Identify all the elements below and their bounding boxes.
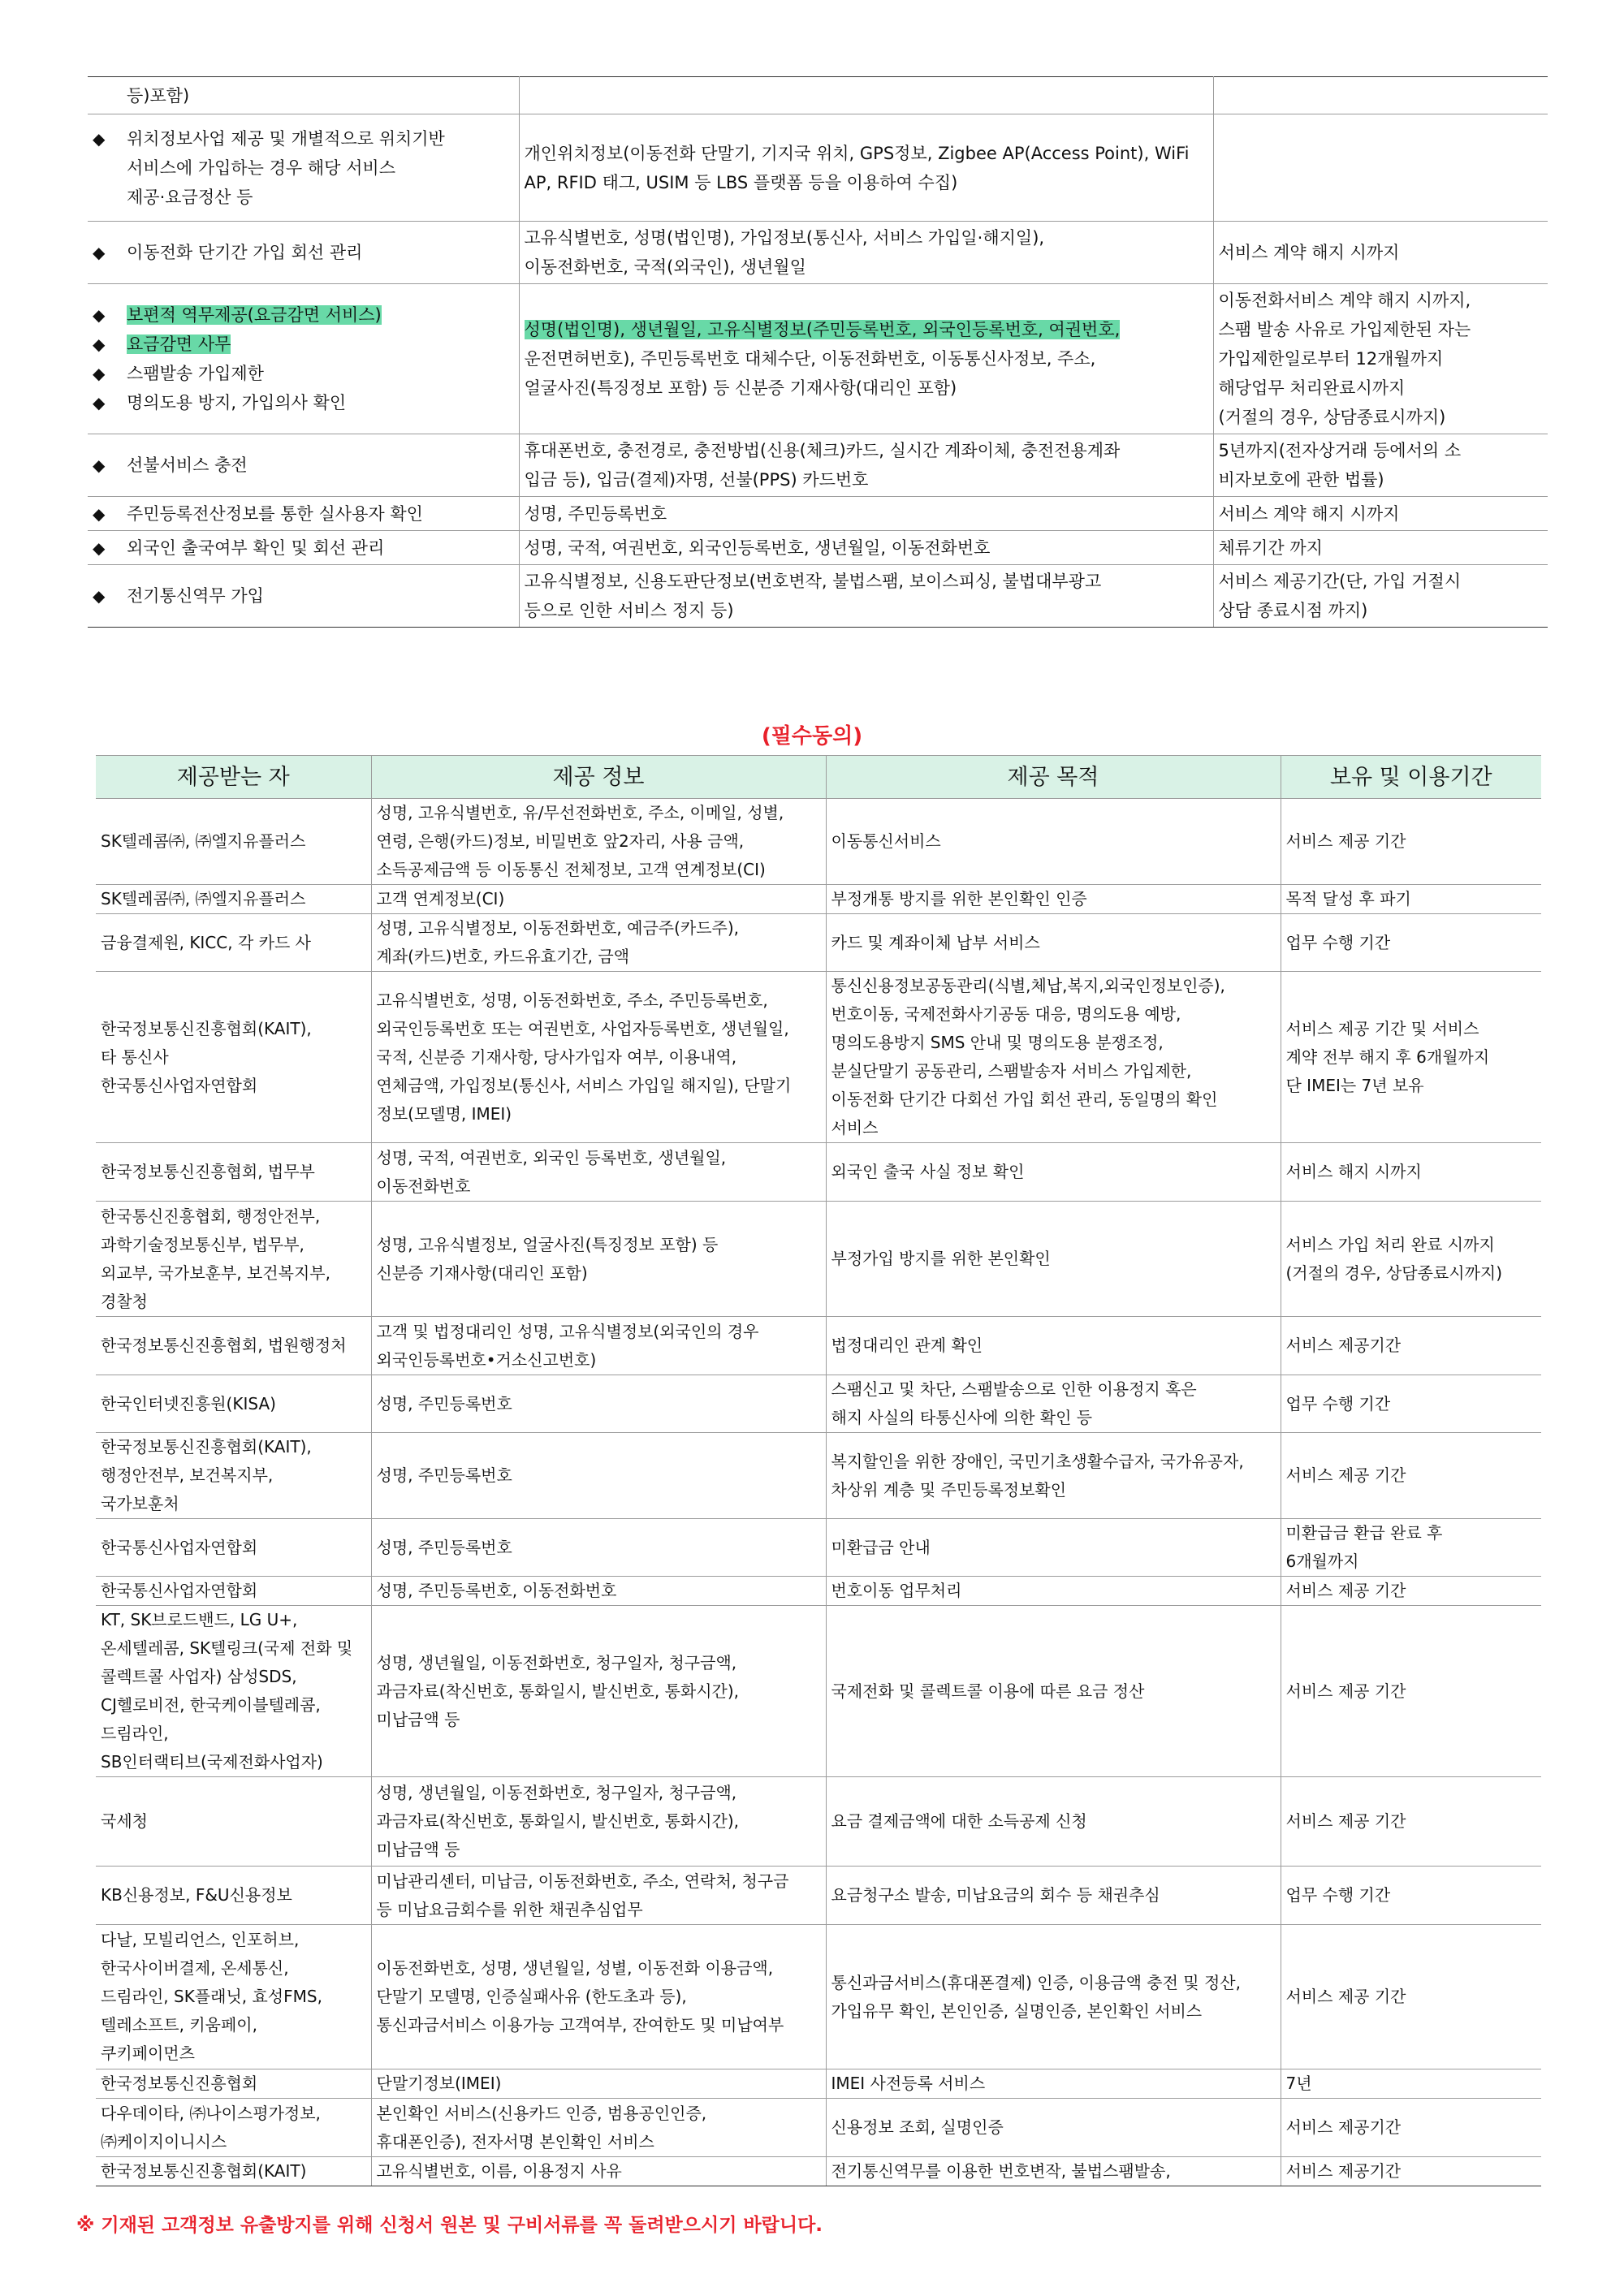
cell-info xyxy=(371,1925,826,2069)
cell-recipient xyxy=(96,885,371,914)
provision-table xyxy=(96,755,1541,2186)
table-row xyxy=(96,914,1541,972)
cell-line: ◆ 주민등록전산정보를 통한 실사용자 확인 xyxy=(93,499,514,529)
cell-line: 해당업무 처리완료시까지 xyxy=(1218,378,1406,398)
cell-line: 콜렉트콜 사업자) 삼성SDS, xyxy=(101,1667,297,1686)
cell-period xyxy=(1281,1143,1541,1202)
cell-line: 서비스 제공 기간 xyxy=(1285,1465,1406,1485)
cell-line: 서비스 제공 기간 xyxy=(1285,1987,1406,2006)
cell-line: 개인위치정보(이동전화 단말기, 기지국 위치, GPS정보, Zigbee AP(Access Point), WiFi xyxy=(524,143,1190,163)
cell-line: 한국정보통신진흥협회(KAIT) xyxy=(101,2161,307,2181)
cell-line: 서비스 제공기간(단, 가입 거절시 xyxy=(1218,572,1462,591)
cell-line: 요금 결제금액에 대한 소득공제 신청 xyxy=(831,1811,1087,1831)
cell-purpose xyxy=(826,2069,1281,2099)
cell-period xyxy=(1213,222,1548,284)
bullet-item xyxy=(93,359,514,388)
cell-recipient xyxy=(96,972,371,1143)
cell-line: 업무 수행 기간 xyxy=(1285,1885,1391,1905)
cell-line: 정보(모델명, IMEI) xyxy=(376,1103,512,1124)
cell-period xyxy=(1213,434,1548,497)
notice-text: ※ 기재된 고객정보 유출방지를 위해 신청서 원본 및 구비서류를 꼭 돌려받으시기 바랍니다. xyxy=(76,2215,823,2236)
cell-line: 업무 수행 기간 xyxy=(1285,1393,1391,1413)
cell-line: 번호이동 업무처리 xyxy=(831,1581,962,1600)
cell-purpose xyxy=(826,885,1281,914)
cell-line: ㈜케이지이니시스 xyxy=(101,2131,227,2151)
bullet-text: 스팸발송 가입제한 xyxy=(127,364,264,383)
cell-line: 성명, 국적, 여권번호, 외국인등록번호, 생년월일, 이동전화번호 xyxy=(524,537,991,558)
cell-items xyxy=(519,434,1213,497)
cell-line: 외국인 출국 사실 정보 확인 xyxy=(831,1162,1025,1181)
cell-line: 한국정보통신진흥협회, 법무부 xyxy=(101,1162,315,1181)
cell-period xyxy=(1281,1577,1541,1606)
table-row xyxy=(88,222,1548,284)
cell-line: 서비스 제공기간 xyxy=(1285,1336,1402,1355)
cell-line: (거절의 경우, 상담종료시까지) xyxy=(1285,1262,1503,1283)
cell-line: 타 통신사 xyxy=(101,1047,169,1067)
cell-line: 5년까지(전자상거래 등에서의 소 xyxy=(1218,441,1462,460)
cell-line: 과금자료(착신번호, 통화일시, 발신번호, 통화시간), xyxy=(376,1811,740,1831)
cell-purpose xyxy=(826,1867,1281,1925)
header-purpose: 제공 목적 xyxy=(826,756,1281,799)
cell-purpose xyxy=(826,2099,1281,2157)
cell-recipient xyxy=(96,1375,371,1433)
cell-info xyxy=(371,799,826,885)
cell-purpose xyxy=(826,1375,1281,1433)
cell-category xyxy=(88,531,519,565)
cell-line: 이동전화번호, 성명, 생년월일, 성별, 이동전화 이용금액, xyxy=(376,1958,774,1978)
cell-line: IMEI 사전등록 서비스 xyxy=(831,2074,986,2093)
table-row xyxy=(88,531,1548,565)
table-row xyxy=(96,2099,1541,2157)
table-row xyxy=(96,2157,1541,2186)
table-row xyxy=(88,434,1548,497)
cell-info xyxy=(371,914,826,972)
cell-period xyxy=(1281,1606,1541,1777)
cell-category xyxy=(88,284,519,434)
cell-line: 서비스 계약 해지 시까지 xyxy=(1218,503,1400,524)
cell-line: 요금청구소 발송, 미납요금의 회수 등 채권추심 xyxy=(831,1885,1160,1905)
cell-line: 행정안전부, 보건복지부, xyxy=(101,1465,274,1485)
cell-items xyxy=(519,77,1213,114)
cell-line: 서비스 제공 기간 xyxy=(1285,831,1406,851)
cell-items xyxy=(519,565,1213,628)
cell-info xyxy=(371,1606,826,1777)
table-row xyxy=(88,497,1548,531)
cell-line: ◆ 전기통신역무 가입 xyxy=(93,581,514,611)
table-row xyxy=(96,799,1541,885)
cell-line: 휴대폰인증), 전자서명 본인확인 서비스 xyxy=(376,2131,654,2151)
cell-line: CJ헬로비전, 한국케이블텔레콤, xyxy=(101,1695,321,1715)
cell-line: 한국정보통신진흥협회, 법원행정처 xyxy=(101,1336,347,1355)
cell-period xyxy=(1281,1375,1541,1433)
cell-category xyxy=(88,497,519,531)
cell-line: 업무 수행 기간 xyxy=(1285,932,1391,952)
cell-line: 고유식별번호, 성명(법인명), 가입정보(통신사, 서비스 가입일·해지일), xyxy=(524,228,1045,248)
cell-items xyxy=(519,284,1213,434)
cell-line: 6개월까지 xyxy=(1285,1552,1359,1571)
cell-line: 운전면허번호), 주민등록번호 대체수단, 이동전화번호, 이동통신사정보, 주소, xyxy=(524,349,1096,369)
cell-info xyxy=(371,1433,826,1519)
cell-line: 미납관리센터, 미납금, 이동전화번호, 주소, 연락처, 청구금 xyxy=(376,1871,789,1891)
cell-line: 이동전화번호, 국적(외국인), 생년월일 xyxy=(524,257,806,277)
cell-line: 고객 연계정보(CI) xyxy=(376,889,505,908)
cell-recipient xyxy=(96,1519,371,1577)
cell-line: 법정대리인 관계 확인 xyxy=(831,1336,983,1355)
cell-category xyxy=(88,77,519,114)
cell-line: 차상위 계층 및 주민등록정보확인 xyxy=(831,1479,1067,1500)
cell-purpose xyxy=(826,1577,1281,1606)
cell-line: 얼굴사진(특징정보 포함) 등 신분증 기재사항(대리인 포함) xyxy=(524,378,957,398)
bullet-item xyxy=(93,300,514,330)
cell-period xyxy=(1281,1317,1541,1375)
cell-line: 성명, 국적, 여권번호, 외국인 등록번호, 생년월일, xyxy=(376,1147,727,1167)
cell-line: 성명, 주민등록번호 xyxy=(376,1393,512,1413)
cell-recipient xyxy=(96,1202,371,1317)
bullet-item xyxy=(93,330,514,359)
cell-line: 목적 달성 후 파기 xyxy=(1285,889,1411,908)
cell-line: 가입제한일로부터 12개월까지 xyxy=(1218,349,1444,369)
cell-line: 고유식별번호, 이름, 이용정지 사유 xyxy=(376,2161,622,2181)
cell-line: 고유식별정보, 신용도판단정보(번호변작, 불법스팸, 보이스피싱, 불법대부광고 xyxy=(524,572,1102,591)
cell-line: 서비스 제공 기간 xyxy=(1285,1581,1406,1600)
cell-category xyxy=(88,565,519,628)
cell-purpose xyxy=(826,1777,1281,1867)
cell-info xyxy=(371,1867,826,1925)
cell-line: 서비스 제공 기간 xyxy=(1285,1681,1406,1701)
cell-line: (거절의 경우, 상담종료시까지) xyxy=(1218,408,1446,427)
cell-purpose xyxy=(826,1925,1281,2069)
cell-line: 신분증 기재사항(대리인 포함) xyxy=(376,1262,588,1283)
table-row xyxy=(96,1317,1541,1375)
cell-line: 단 IMEI는 7년 보유 xyxy=(1285,1075,1424,1095)
cell-line: 국가보훈처 xyxy=(101,1494,179,1513)
cell-period xyxy=(1281,1433,1541,1519)
cell-line: 한국통신진흥협회, 행정안전부, xyxy=(101,1206,321,1226)
cell-line: 명의도용방지 SMS 안내 및 명의도용 분쟁조정, xyxy=(831,1033,1164,1052)
cell-line: KT, SK브로드밴드, LG U+, xyxy=(101,1610,298,1629)
cell-line: 휴대폰번호, 충전경로, 충전방법(신용(체크)카드, 실시간 계좌이체, 충전전용계좌 xyxy=(524,441,1121,460)
cell-line: 단말기정보(IMEI) xyxy=(376,2074,502,2093)
table-row xyxy=(96,885,1541,914)
cell-line: 한국정보통신진흥협회(KAIT), xyxy=(101,1437,312,1457)
cell-purpose xyxy=(826,914,1281,972)
cell-line: 등)포함) xyxy=(127,85,190,106)
cell-purpose xyxy=(826,1202,1281,1317)
cell-line: KB신용정보, F&U신용정보 xyxy=(101,1885,292,1905)
cell-period xyxy=(1213,531,1548,565)
cell-recipient xyxy=(96,914,371,972)
table-row xyxy=(96,2069,1541,2099)
cell-recipient xyxy=(96,1777,371,1867)
table-row xyxy=(88,77,1548,114)
cell-purpose xyxy=(826,1317,1281,1375)
table-row xyxy=(96,1577,1541,1606)
cell-line: 고객 및 법정대리인 성명, 고유식별정보(외국인의 경우 xyxy=(376,1321,759,1341)
cell-line: 부정가입 방지를 위한 본인확인 xyxy=(831,1249,1051,1268)
table-row xyxy=(96,1925,1541,2069)
cell-purpose xyxy=(826,2157,1281,2186)
cell-line: 서비스 제공기간 xyxy=(1285,2117,1402,2137)
table-row xyxy=(96,1867,1541,1925)
table-row xyxy=(88,284,1548,434)
cell-category xyxy=(88,222,519,284)
cell-line xyxy=(525,315,1208,344)
cell-line: 가입유무 확인, 본인인증, 실명인증, 본인확인 서비스 xyxy=(831,2000,1203,2021)
cell-line: 스팸 발송 사유로 가입제한된 자는 xyxy=(1218,320,1471,339)
header-recipient: 제공받는 자 xyxy=(96,756,371,799)
cell-line: 7년 xyxy=(1285,2074,1312,2093)
cell-period xyxy=(1281,1777,1541,1867)
cell-line: 다우데이타, ㈜나이스평가정보, xyxy=(101,2103,321,2123)
cell-period xyxy=(1281,1867,1541,1925)
cell-line: 성명, 생년월일, 이동전화번호, 청구일자, 청구금액, xyxy=(376,1783,737,1802)
cell-recipient xyxy=(96,799,371,885)
cell-line: 외국인등록번호 또는 여권번호, 사업자등록번호, 생년월일, xyxy=(376,1018,789,1038)
cell-line: 이동전화번호 xyxy=(376,1176,471,1196)
cell-line: 쿠키페이먼츠 xyxy=(101,2044,195,2063)
cell-period xyxy=(1213,497,1548,531)
cell-line: 한국통신사업자연합회 xyxy=(101,1075,258,1095)
collection-table xyxy=(88,76,1548,628)
highlight-text: 성명(법인명), 생년월일, 고유식별정보(주민등록번호, 외국인등록번호, 여권번호, xyxy=(524,320,1121,339)
cell-line: 한국정보통신진흥협회(KAIT), xyxy=(101,1018,312,1038)
cell-items xyxy=(519,497,1213,531)
cell-period xyxy=(1281,2069,1541,2099)
cell-recipient xyxy=(96,1867,371,1925)
cell-line: 서비스 해지 시까지 xyxy=(1285,1162,1422,1181)
cell-period xyxy=(1281,1202,1541,1317)
cell-line: 미납금액 등 xyxy=(376,1840,460,1859)
cell-line: SK텔레콤㈜, ㈜엘지유플러스 xyxy=(101,889,306,908)
cell-line: 한국정보통신진흥협회 xyxy=(101,2074,258,2093)
cell-line: 스팸신고 및 차단, 스팸발송으로 인한 이용정지 혹은 xyxy=(831,1379,1197,1399)
cell-recipient xyxy=(96,1433,371,1519)
cell-line: 제공·요금정산 등 xyxy=(127,187,253,207)
cell-line: 체류기간 까지 xyxy=(1218,537,1323,558)
cell-info xyxy=(371,1577,826,1606)
cell-line: 성명, 주민등록번호 xyxy=(376,1537,512,1557)
cell-period xyxy=(1281,2099,1541,2157)
cell-line: 성명, 고유식별정보, 얼굴사진(특징정보 포함) 등 xyxy=(376,1234,719,1254)
cell-period xyxy=(1281,914,1541,972)
cell-line: 다날, 모빌리언스, 인포허브, xyxy=(101,1930,300,1949)
cell-line: 한국통신사업자연합회 xyxy=(101,1537,258,1557)
cell-line: 성명, 주민등록번호 xyxy=(524,503,667,524)
table-row xyxy=(96,1606,1541,1777)
cell-line: 서비스 제공 기간 xyxy=(1285,1811,1406,1831)
cell-line: 연체금액, 가입정보(통신사, 서비스 가입일 해지일), 단말기 xyxy=(376,1075,792,1095)
cell-period xyxy=(1213,284,1548,434)
cell-purpose xyxy=(826,972,1281,1143)
table-row xyxy=(88,565,1548,628)
cell-line: 한국인터넷진흥원(KISA) xyxy=(101,1393,276,1413)
bullet-text: 보편적 역무제공(요금감면 서비스) xyxy=(127,305,382,325)
cell-category xyxy=(88,114,519,222)
cell-line: 국세청 xyxy=(101,1811,148,1831)
cell-line: 성명, 주민등록번호 xyxy=(376,1465,512,1485)
cell-line: AP, RFID 태그, USIM 등 LBS 플랫폼 등을 이용하여 수집) xyxy=(524,172,958,192)
cell-line: 국제전화 및 콜렉트콜 이용에 따른 요금 정산 xyxy=(831,1681,1145,1701)
cell-line: 한국사이버결제, 온세통신, xyxy=(101,1958,289,1978)
cell-period xyxy=(1281,2157,1541,2186)
cell-line: ◆ 선불서비스 충전 xyxy=(93,451,514,480)
cell-line: 상담 종료시점 까지) xyxy=(1218,601,1368,620)
cell-recipient xyxy=(96,1317,371,1375)
cell-line: 서비스 가입 처리 완료 시까지 xyxy=(1285,1234,1495,1254)
cell-line: 고유식별번호, 성명, 이동전화번호, 주소, 주민등록번호, xyxy=(376,990,768,1010)
cell-line: ◆ 위치정보사업 제공 및 개별적으로 위치기반 xyxy=(93,124,514,153)
cell-line: 미환급금 안내 xyxy=(831,1537,931,1557)
cell-line: 서비스에 가입하는 경우 해당 서비스 xyxy=(127,158,395,178)
cell-period xyxy=(1281,885,1541,914)
cell-info xyxy=(371,1202,826,1317)
cell-items xyxy=(519,114,1213,222)
cell-line: 비자보호에 관한 법률) xyxy=(1218,470,1384,490)
cell-line: SK텔레콤㈜, ㈜엘지유플러스 xyxy=(101,831,306,851)
cell-line: 국적, 신분증 기재사항, 당사가입자 여부, 이용내역, xyxy=(376,1047,737,1067)
table-row xyxy=(96,1433,1541,1519)
cell-line: 텔레소프트, 키움페이, xyxy=(101,2015,257,2035)
cell-line: 금융결제원, KICC, 각 카드 사 xyxy=(101,932,311,952)
cell-line: 본인확인 서비스(신용카드 인증, 범용공인인증, xyxy=(376,2103,707,2123)
cell-line: 이동전화 단기간 다회선 가입 회선 관리, 동일명의 확인 xyxy=(831,1090,1218,1109)
cell-purpose xyxy=(826,799,1281,885)
cell-period xyxy=(1281,972,1541,1143)
cell-line: SB인터랙티브(국제전화사업자) xyxy=(101,1752,323,1772)
cell-period xyxy=(1213,114,1548,222)
cell-purpose xyxy=(826,1433,1281,1519)
cell-line: 성명, 주민등록번호, 이동전화번호 xyxy=(376,1581,617,1600)
cell-line: 복지할인을 위한 장애인, 국민기초생활수급자, 국가유공자, xyxy=(831,1451,1244,1471)
provision-header-row xyxy=(96,756,1541,799)
cell-info xyxy=(371,1143,826,1202)
cell-line: 이동전화서비스 계약 해지 시까지, xyxy=(1218,291,1471,310)
cell-category xyxy=(88,434,519,497)
cell-info xyxy=(371,1317,826,1375)
cell-line: 경찰청 xyxy=(101,1291,148,1311)
cell-recipient xyxy=(96,2069,371,2099)
cell-line: 카드 및 계좌이체 납부 서비스 xyxy=(831,932,1040,952)
cell-line: 서비스 xyxy=(831,1118,879,1137)
cell-recipient xyxy=(96,1143,371,1202)
cell-line: 서비스 계약 해지 시까지 xyxy=(1218,243,1400,262)
cell-line: 등으로 인한 서비스 정지 등) xyxy=(524,601,734,620)
cell-recipient xyxy=(96,1606,371,1777)
cell-line: 부정개통 방지를 위한 본인확인 인증 xyxy=(831,889,1087,908)
cell-line: 과금자료(착신번호, 통화일시, 발신번호, 통화시간), xyxy=(376,1681,740,1701)
cell-info xyxy=(371,2069,826,2099)
cell-line: 계좌(카드)번호, 카드유효기간, 금액 xyxy=(376,947,630,966)
cell-recipient xyxy=(96,2157,371,2186)
cell-purpose xyxy=(826,1143,1281,1202)
cell-line: 번호이동, 국제전화사기공동 대응, 명의도용 예방, xyxy=(831,1004,1181,1024)
cell-info xyxy=(371,972,826,1143)
cell-line: 한국통신사업자연합회 xyxy=(101,1581,258,1600)
cell-line: 통신과금서비스 이용가능 고객여부, 잔여한도 및 미납여부 xyxy=(376,2015,784,2035)
header-info: 제공 정보 xyxy=(371,756,826,799)
bullet-text: 요금감면 사무 xyxy=(127,334,231,354)
cell-info xyxy=(371,885,826,914)
cell-line: 과학기술정보통신부, 법무부, xyxy=(101,1234,304,1254)
cell-recipient xyxy=(96,1925,371,2069)
cell-line: 미환급금 환급 완료 후 xyxy=(1285,1523,1443,1543)
cell-recipient xyxy=(96,1577,371,1606)
table-row xyxy=(96,1375,1541,1433)
cell-line: 드림라인, xyxy=(101,1724,169,1743)
cell-line: 전기통신역무를 이용한 번호변작, 불법스팸발송, xyxy=(831,2161,1171,2181)
cell-purpose xyxy=(826,1519,1281,1577)
cell-info xyxy=(371,1375,826,1433)
cell-line: 소득공제금액 등 이동통신 전체정보, 고객 연계정보(CI) xyxy=(376,860,766,879)
cell-info xyxy=(371,1519,826,1577)
table-row xyxy=(96,972,1541,1143)
cell-period xyxy=(1213,77,1548,114)
table-row xyxy=(96,1777,1541,1867)
bullet-text: 명의도용 방지, 가입의사 확인 xyxy=(127,393,347,412)
bullet-item xyxy=(93,388,514,417)
cell-line: 계약 전부 해지 후 6개월까지 xyxy=(1285,1047,1490,1067)
cell-line: 단말기 모델명, 인증실패사유 (한도초과 등), xyxy=(376,1987,687,2006)
cell-period xyxy=(1281,1925,1541,2069)
cell-line: 입금 등), 입금(결제)자명, 선불(PPS) 카드번호 xyxy=(524,470,869,490)
cell-period xyxy=(1213,565,1548,628)
cell-info xyxy=(371,2099,826,2157)
cell-line: 분실단말기 공동관리, 스팸발송자 서비스 가입제한, xyxy=(831,1061,1192,1081)
cell-line: 해지 사실의 타통신사에 의한 확인 등 xyxy=(831,1408,1093,1427)
cell-line: 통신과금서비스(휴대폰결제) 인증, 이용금액 충전 및 정산, xyxy=(831,1972,1241,1992)
table-row xyxy=(88,114,1548,222)
table-row xyxy=(96,1143,1541,1202)
cell-line: ◆ 이동전화 단기간 가입 회선 관리 xyxy=(93,238,514,267)
section-title: (필수동의) xyxy=(761,724,863,749)
cell-line: 신용정보 조회, 실명인증 xyxy=(831,2117,1004,2137)
cell-line: 이동통신서비스 xyxy=(831,831,941,851)
cell-line: 외국인등록번호•거소신고번호) xyxy=(376,1349,597,1370)
cell-line: 통신신용정보공동관리(식별,체납,복지,외국인정보인증), xyxy=(831,976,1225,995)
cell-recipient xyxy=(96,2099,371,2157)
cell-period xyxy=(1281,799,1541,885)
cell-info xyxy=(371,1777,826,1867)
table-row xyxy=(96,1202,1541,1317)
cell-line: 성명, 고유식별정보, 이동전화번호, 예금주(카드주), xyxy=(376,918,740,938)
cell-purpose xyxy=(826,1606,1281,1777)
cell-info xyxy=(371,2157,826,2186)
cell-line: 미납금액 등 xyxy=(376,1709,460,1729)
cell-line: 연령, 은행(카드)정보, 비밀번호 앞2자리, 사용 금액, xyxy=(376,831,745,851)
cell-period xyxy=(1281,1519,1541,1577)
cell-items xyxy=(519,531,1213,565)
cell-line: 서비스 제공 기간 및 서비스 xyxy=(1285,1018,1479,1038)
cell-line: 드림라인, SK플래닛, 효성FMS, xyxy=(101,1987,322,2006)
cell-line: 성명, 생년월일, 이동전화번호, 청구일자, 청구금액, xyxy=(376,1652,737,1672)
header-period: 보유 및 이용기간 xyxy=(1281,756,1541,799)
cell-line: 외교부, 국가보훈부, 보건복지부, xyxy=(101,1262,330,1283)
cell-line: 성명, 고유식별번호, 유/무선전화번호, 주소, 이메일, 성별, xyxy=(376,803,784,822)
table-row xyxy=(96,1519,1541,1577)
cell-line: 온세텔레콤, SK텔링크(국제 전화 및 xyxy=(101,1638,353,1658)
cell-line: ◆ 외국인 출국여부 확인 및 회선 관리 xyxy=(93,533,514,563)
cell-items xyxy=(519,222,1213,284)
cell-line: 등 미납요금회수를 위한 채권추심업무 xyxy=(376,1899,643,1919)
cell-line: 서비스 제공기간 xyxy=(1285,2161,1402,2181)
